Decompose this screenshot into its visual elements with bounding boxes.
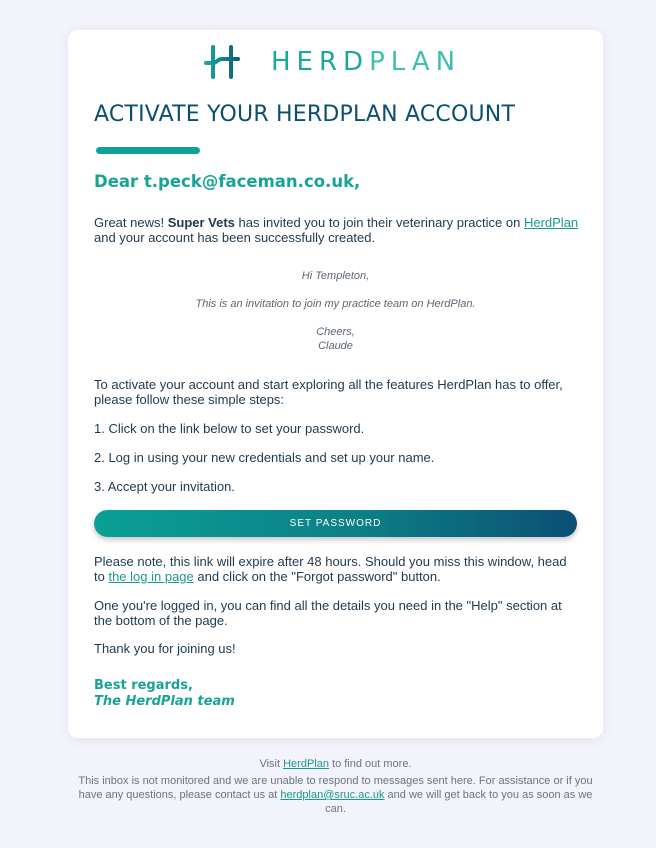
thanks-line: Thank you for joining us! [94, 641, 236, 656]
email-title: ACTIVATE YOUR HERDPLAN ACCOUNT [94, 102, 516, 127]
steps-intro: To activate your account and start exploring all the features HerdPlan has to offer, please follow these simple steps: [94, 377, 563, 407]
logo-text-herd: HERD [271, 47, 370, 77]
herdplan-logo [203, 44, 461, 80]
step-3: 3. Accept your invitation. [94, 479, 235, 494]
herdplan-logo-text [271, 44, 461, 80]
message-salutation: Hi Templeton, [301, 270, 370, 282]
login-page-link[interactable]: the log in page [108, 569, 194, 584]
herdplan-link[interactable]: HerdPlan [523, 215, 579, 230]
expiry-text-1: Please note, this link will expire after 48 hours. Should you miss this window, head to [94, 554, 567, 584]
email-card [68, 30, 603, 738]
set-password-button[interactable]: SET PASSWORD [94, 510, 577, 537]
intro-text-2: has invited you to join their veterinary practice on [234, 215, 524, 230]
help-note: One you're logged in, you can find all the details you need in the "Help" section at the bottom of the page. [94, 598, 562, 628]
message-closing: Cheers, [316, 326, 355, 338]
footer-notice [68, 774, 603, 816]
intro-text-1: Great news! [94, 215, 168, 230]
expiry-note [94, 554, 579, 584]
signoff-regards: Best regards, [94, 678, 193, 693]
contact-email-link[interactable]: herdplan@sruc.ac.uk [280, 789, 385, 801]
title-accent-bar [96, 147, 200, 154]
intro-text-3: and your account has been successfully created. [94, 230, 376, 245]
logo-text-plan: PLAN [369, 47, 462, 77]
expiry-text-2: and click on the "Forgot password" button. [193, 569, 441, 584]
step-1: 1. Click on the link below to set your password. [94, 421, 365, 436]
footer-visit-line [68, 757, 603, 771]
footer-visit-post: to find out more. [328, 758, 412, 770]
signoff-team: The HerdPlan team [94, 694, 235, 709]
signoff [94, 678, 235, 710]
greeting: Dear t.peck@faceman.co.uk, [94, 172, 361, 191]
footer-herdplan-link[interactable]: HerdPlan [283, 758, 329, 770]
footer-visit-pre: Visit [259, 758, 284, 770]
message-sender: Claude [318, 340, 353, 352]
practice-name: Super Vets [167, 215, 235, 230]
footer-notice-post: and we will get back to you as soon as we can. [325, 789, 593, 815]
herdplan-logo-icon [203, 44, 241, 80]
message-body: This is an invitation to join my practice team on HerdPlan. [195, 298, 476, 310]
intro-paragraph [94, 215, 579, 245]
footer-notice-pre: This inbox is not monitored and we are unable to respond to messages sent here. For assistance or if you have any questions, please contact us at [78, 775, 593, 801]
step-2: 2. Log in using your new credentials and set up your name. [94, 450, 435, 465]
